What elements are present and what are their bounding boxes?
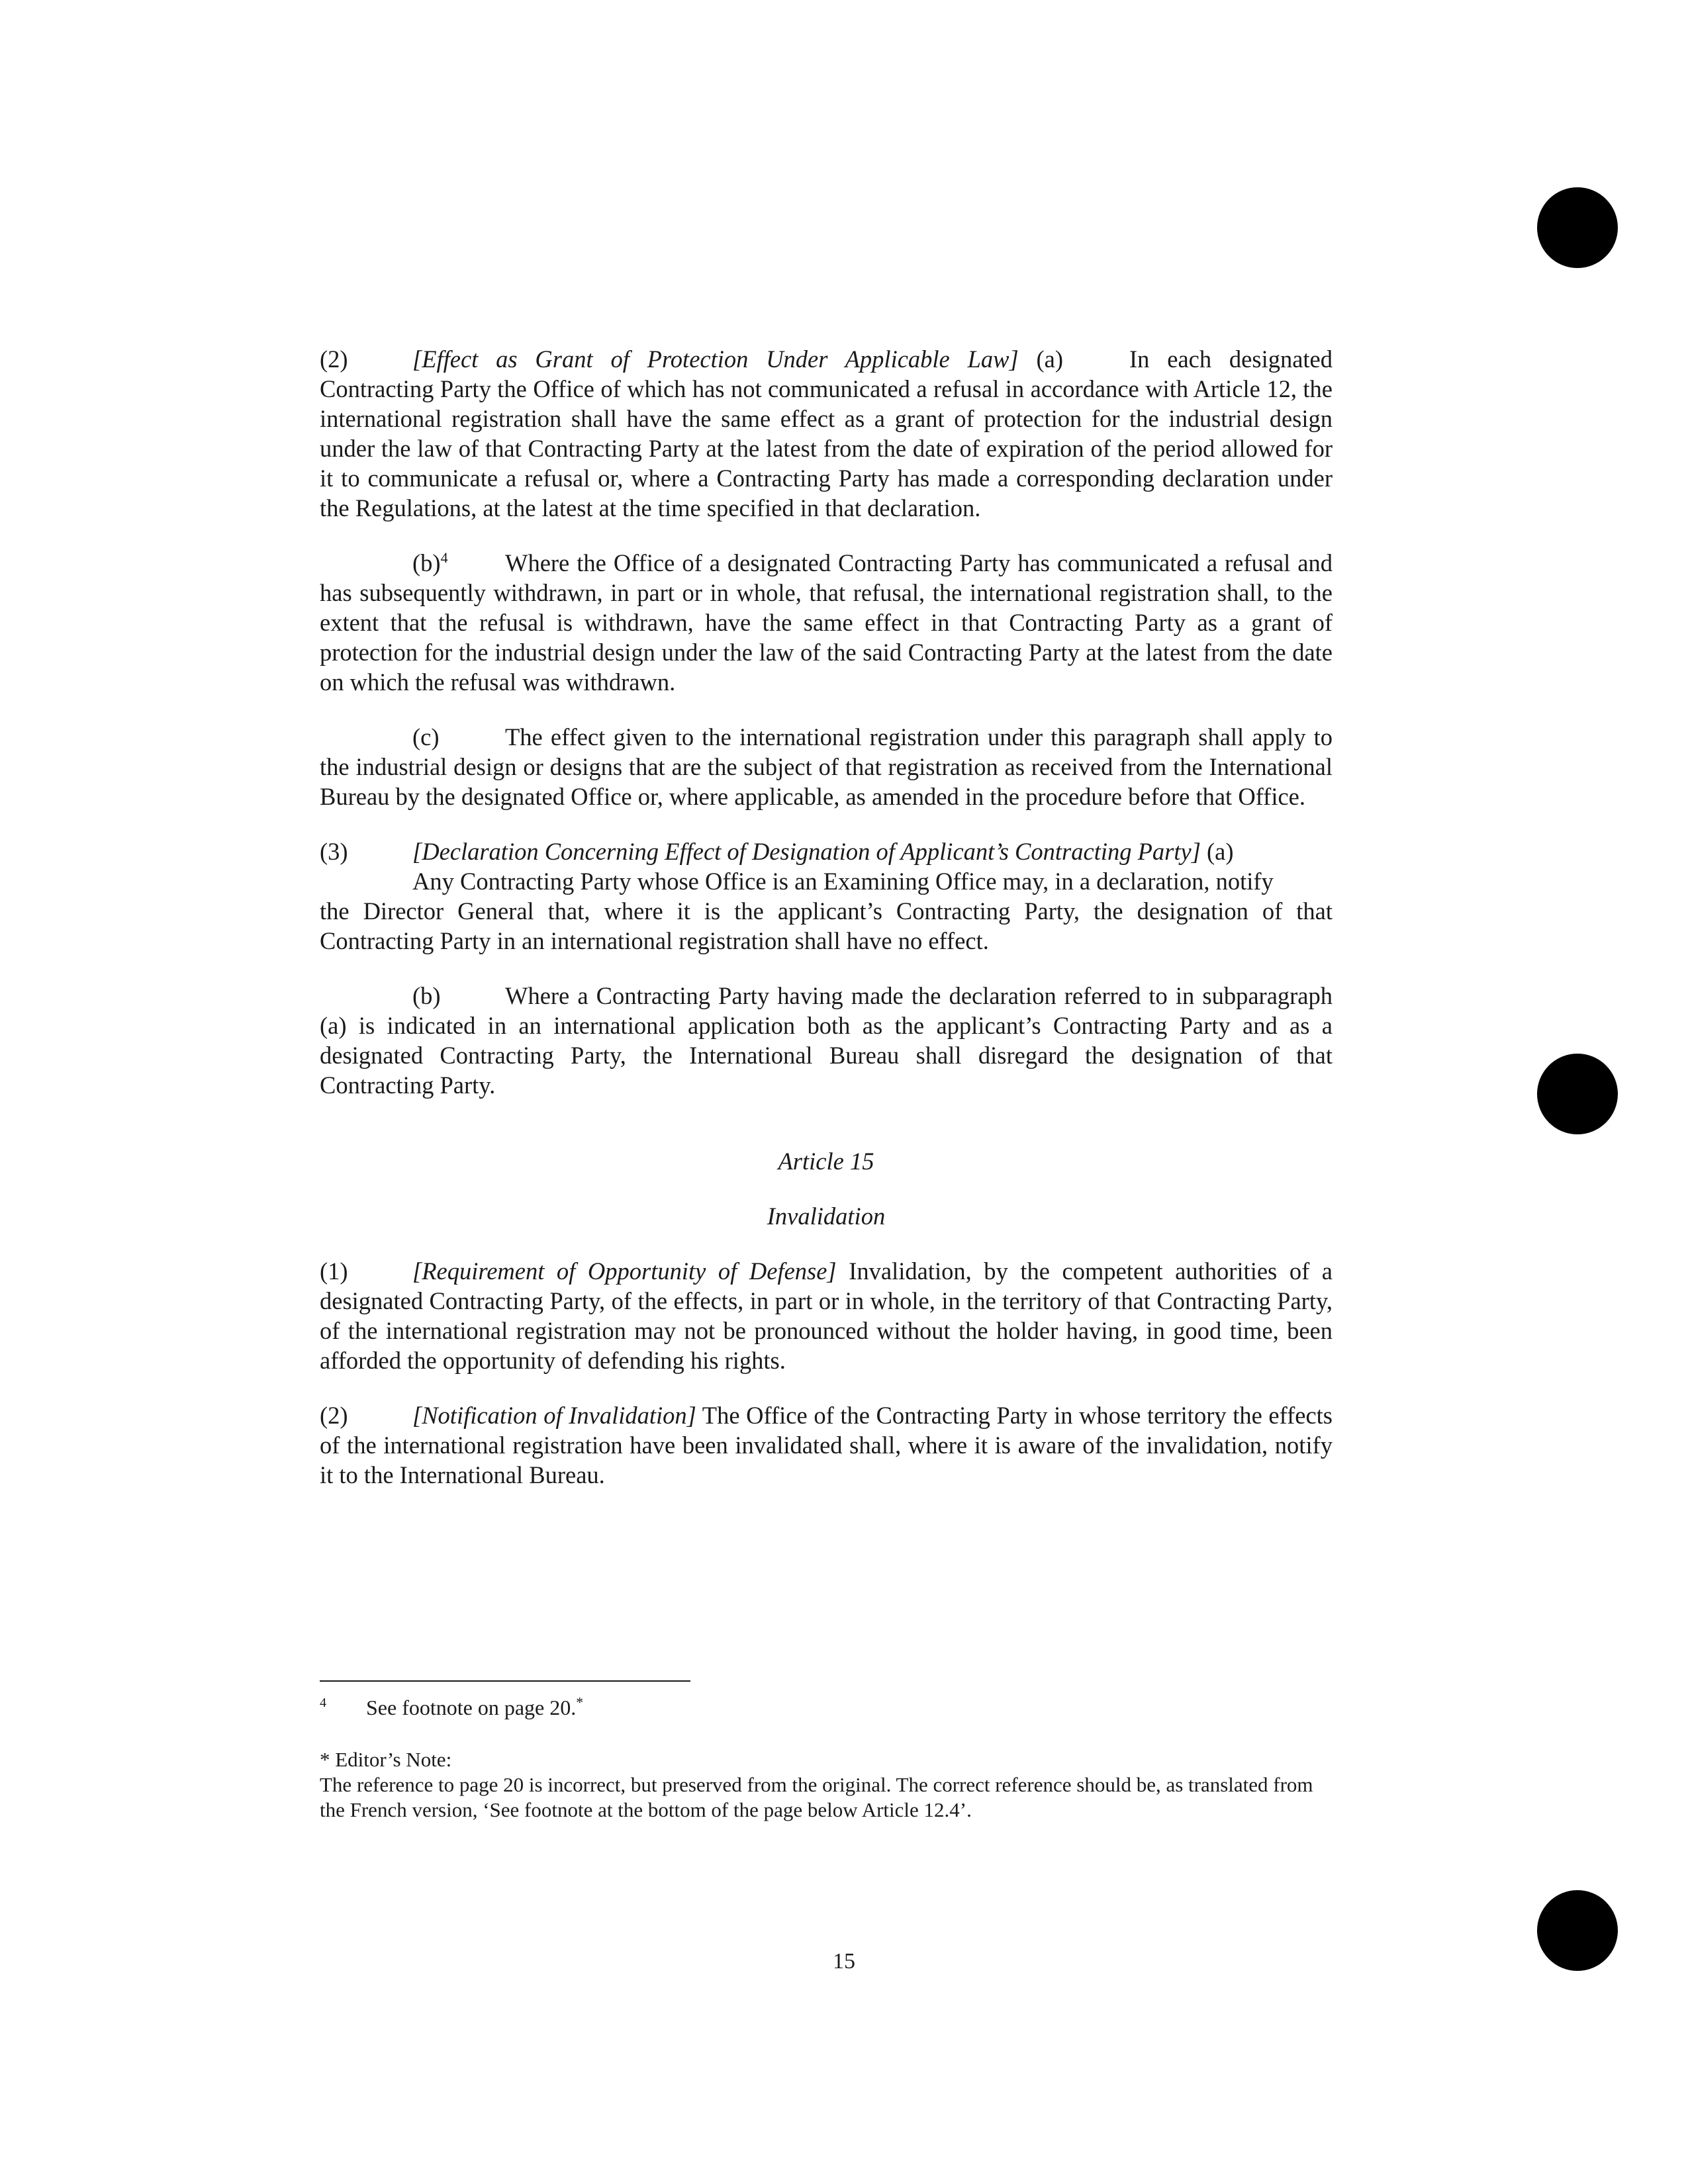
footnote-separator bbox=[320, 1680, 690, 1682]
binder-hole-middle bbox=[1537, 1054, 1618, 1134]
paragraph-14-2-a bbox=[320, 344, 1333, 523]
editor-note bbox=[320, 1747, 1333, 1823]
document-body bbox=[320, 344, 1333, 1515]
binder-hole-top bbox=[1537, 187, 1618, 268]
subparagraph-label: (b) bbox=[412, 549, 441, 576]
subparagraph-label: (b) bbox=[412, 982, 441, 1009]
paragraph-number: (2) bbox=[320, 1402, 348, 1429]
paragraph-heading: [Effect as Grant of Protection Under Applicable Law] bbox=[412, 345, 1019, 373]
paragraph-14-3-b bbox=[320, 981, 1333, 1100]
subparagraph-label: (a) bbox=[1036, 345, 1064, 373]
paragraph-heading: [Notification of Invalidation] bbox=[412, 1402, 696, 1429]
subparagraph-label: (a) bbox=[1207, 838, 1234, 865]
paragraph-number: (2) bbox=[320, 345, 348, 373]
article-title: Invalidation bbox=[767, 1203, 886, 1230]
paragraph-text: In each designated Contracting Party the Office of which has not communicated a refusal in accordance with Article 12, the international registration shall have the same effect as a grant of protection for the industrial design under the law of that Contracting Party at the latest from the date of expiration of the period allowed for it to communicate a refusal or, where a Contracting Party has made a corresponding declaration under the Regulations, at the latest at the time specified in that declaration. bbox=[320, 345, 1333, 522]
paragraph-number: (3) bbox=[320, 838, 348, 865]
paragraph-text-indented: Any Contracting Party whose Office is an Examining Office may, in a declaration, notify bbox=[412, 868, 1274, 895]
editor-note-text: The reference to page 20 is incorrect, but preserved from the original. The correct reference should be, as translated from the French version, ‘See footnote at the bottom of the page below Article 12.4’. bbox=[320, 1773, 1313, 1821]
paragraph-15-1 bbox=[320, 1256, 1333, 1375]
paragraph-14-2-b bbox=[320, 548, 1333, 697]
footnote-reference: 4 bbox=[440, 549, 448, 566]
paragraph-text: The effect given to the international registration under this paragraph shall apply to the industrial design or designs that are the subject of that registration as received from the International Bureau by the designated Office or, where applicable, as amended in the procedure before that Office. bbox=[320, 723, 1333, 810]
footnote: 4 See footnote on page 20.* bbox=[320, 1694, 584, 1719]
editor-note-label: * Editor’s Note: bbox=[320, 1748, 452, 1771]
paragraph-text: Invalidation, by the competent authorities of a designated Contracting Party, of the effects, in part or in whole, in the territory of that Contracting Party, of the international registration may not be pronounced without the holder having, in good time, been afforded the opportunity of defending his rights. bbox=[320, 1257, 1333, 1374]
paragraph-15-2 bbox=[320, 1400, 1333, 1490]
paragraph-14-3-a bbox=[320, 837, 1333, 956]
paragraph-text: the Director General that, where it is the applicant’s Contracting Party, the designation of that Contracting Party in an international registration shall have no effect. bbox=[320, 897, 1333, 954]
footnote-text: See footnote on page 20. bbox=[366, 1696, 577, 1719]
page-number: 15 bbox=[833, 1949, 855, 1974]
paragraph-number: (1) bbox=[320, 1257, 348, 1285]
paragraph-14-2-c bbox=[320, 722, 1333, 811]
footnote-marker: * bbox=[576, 1694, 584, 1711]
subparagraph-label: (c) bbox=[412, 723, 440, 751]
paragraph-text: Where the Office of a designated Contracting Party has communicated a refusal and has subsequently withdrawn, in part or in whole, that refusal, the international registration shall, to the extent that the refusal is withdrawn, have the same effect in that Contracting Party as a grant of protection for the industrial design under the law of the said Contracting Party at the latest from the date on which the refusal was withdrawn. bbox=[320, 549, 1333, 696]
article-number: Article 15 bbox=[778, 1148, 874, 1175]
paragraph-heading: [Requirement of Opportunity of Defense] bbox=[412, 1257, 837, 1285]
paragraph-text: The Office of the Contracting Party in whose territory the effects of the international registration have been invalidated shall, where it is aware of the invalidation, notify it to the International Bureau. bbox=[320, 1402, 1333, 1488]
paragraph-text: Where a Contracting Party having made the declaration referred to in subparagraph (a) is indicated in an international application both as the applicant’s Contracting Party and as a designated Contracting Party, the International Bureau shall disregard the designation of that Contracting Party. bbox=[320, 982, 1333, 1099]
paragraph-heading: [Declaration Concerning Effect of Designation of Applicant’s Contracting Party] bbox=[412, 838, 1201, 865]
